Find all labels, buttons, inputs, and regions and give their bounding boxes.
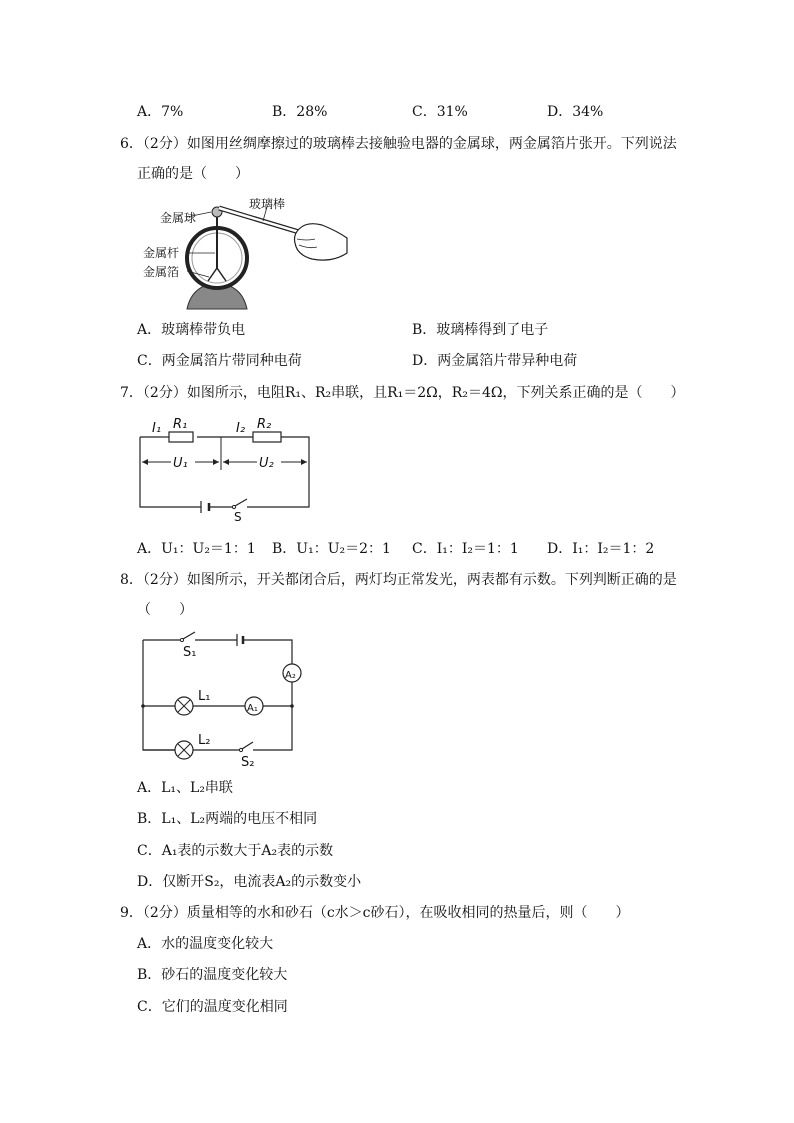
q7-stem: 7．（2分）如图所示，电阻R₁、R₂串联，且R₁＝2Ω，R₂＝4Ω，下列关系正确的是（ ） — [120, 385, 685, 401]
q8-stem-line2: （ ） — [137, 602, 193, 618]
label-u1: U₁ — [173, 456, 188, 471]
q6-option-a: A．玻璃棒带负电 — [137, 322, 246, 338]
q6-stem-line2: 正确的是（ ） — [137, 166, 249, 182]
q9-option-b: B．砂石的温度变化较大 — [137, 967, 288, 983]
q9-stem: 9．（2分）质量相等的水和砂石（c水＞c砂石），在吸收相同的热量后，则（ ） — [120, 905, 630, 921]
label-glass-rod: 玻璃棒 — [249, 197, 286, 211]
q8-option-a: A．L₁、L₂串联 — [137, 780, 233, 796]
q5-option-c: C．31% — [412, 104, 468, 120]
label-l1: L₁ — [198, 689, 211, 704]
q5-option-d: D．34% — [547, 104, 604, 120]
q8-option-d: D．仅断开S₂，电流表A₂的示数变小 — [137, 874, 362, 890]
label-metal-foil: 金属箔 — [143, 265, 180, 279]
parallel-circuit-figure — [137, 628, 307, 770]
label-a1: A₁ — [247, 703, 258, 714]
resistor-r2 — [253, 432, 281, 442]
q7-option-a: A．U₁：U₂＝1：1 — [137, 541, 256, 557]
label-i2: I₂ — [236, 421, 246, 436]
q5-option-a: A．7% — [137, 104, 184, 120]
label-metal-ball: 金属球 — [160, 211, 197, 225]
label-u2: U₂ — [259, 456, 274, 471]
q9-option-c: C．它们的温度变化相同 — [137, 999, 288, 1015]
resistor-r1 — [169, 432, 193, 442]
label-s1: S₁ — [183, 645, 197, 660]
hand-icon — [295, 224, 348, 260]
q6-option-c: C．两金属箔片带同种电荷 — [137, 353, 302, 369]
q6-stem-line1: 6．（2分）如图用丝绸摩擦过的玻璃棒去接触验电器的金属球，两金属箔片张开。下列说法 — [120, 136, 677, 152]
q6-option-d: D．两金属箔片带异种电荷 — [412, 353, 578, 369]
q6-option-b: B．玻璃棒得到了电子 — [412, 322, 549, 338]
q7-option-d: D．I₁：I₂＝1：2 — [547, 541, 655, 557]
q9-option-a: A．水的温度变化较大 — [137, 936, 274, 952]
q8-option-c: C．A₁表的示数大于A₂表的示数 — [137, 843, 334, 859]
q7-option-c: C．I₁：I₂＝1：1 — [412, 541, 519, 557]
label-r1: R₁ — [173, 417, 188, 432]
label-s: S — [234, 510, 242, 524]
series-circuit-figure — [137, 412, 317, 524]
label-i1: I₁ — [152, 421, 162, 436]
label-r2: R₂ — [257, 417, 272, 432]
label-a2: A₂ — [285, 670, 296, 681]
q8-stem-line1: 8．（2分）如图所示，开关都闭合后，两灯均正常发光，两表都有示数。下列判断正确的是 — [120, 572, 677, 588]
q5-option-b: B．28% — [272, 104, 328, 120]
label-s2: S₂ — [241, 755, 255, 770]
label-metal-stem: 金属杆 — [143, 246, 180, 260]
q7-option-b: B．U₁：U₂＝2：1 — [272, 541, 391, 557]
label-l2: L₂ — [198, 733, 211, 748]
q8-option-b: B．L₁、L₂两端的电压不相同 — [137, 811, 318, 827]
electroscope-figure — [137, 193, 357, 311]
